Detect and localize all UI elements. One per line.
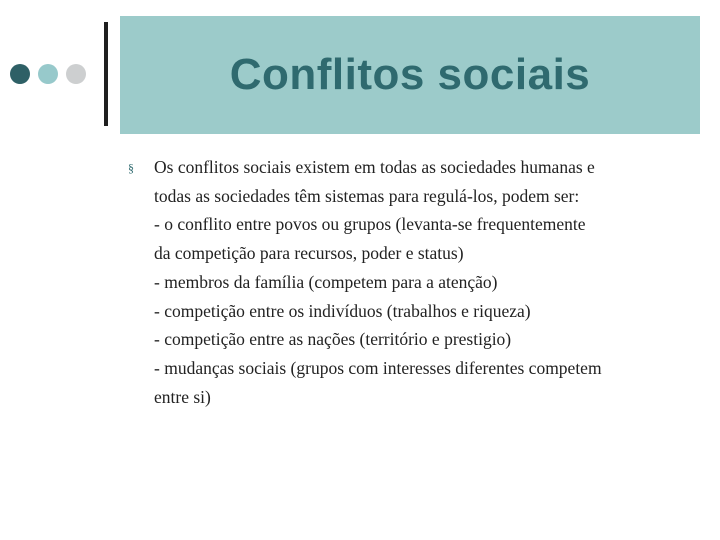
title-divider xyxy=(104,22,108,126)
slide-title: Conflitos sociais xyxy=(229,50,591,99)
sub-item-line: entre si) xyxy=(154,386,211,407)
sub-item-line: - mudanças sociais (grupos com interesses diferentes competem xyxy=(154,357,602,378)
slide-body xyxy=(128,153,688,411)
sub-item-line: - o conflito entre povos ou grupos (levanta-se frequentemente xyxy=(154,214,586,235)
sub-item-line: - competição entre os indivíduos (trabalhos e riqueza) xyxy=(154,300,531,321)
dark-teal-dot-icon xyxy=(10,64,30,84)
grey-dot-icon xyxy=(66,64,86,84)
light-teal-dot-icon xyxy=(38,64,58,84)
square-bullet-icon: § xyxy=(128,161,134,175)
intro-line: Os conflitos sociais existem em todas as sociedades humanas e xyxy=(154,157,595,177)
sub-item-line: - membros da família (competem para a atenção) xyxy=(154,271,498,292)
sub-item-line: da competição para recursos, poder e status) xyxy=(154,243,464,264)
intro-line: todas as sociedades têm sistemas para regulá-los, podem ser: xyxy=(154,185,580,206)
bullet-item xyxy=(128,153,688,411)
decorative-dots xyxy=(10,64,86,84)
sub-item-line: - competição entre as nações (território e prestigio) xyxy=(154,329,512,350)
title-banner xyxy=(120,16,700,134)
